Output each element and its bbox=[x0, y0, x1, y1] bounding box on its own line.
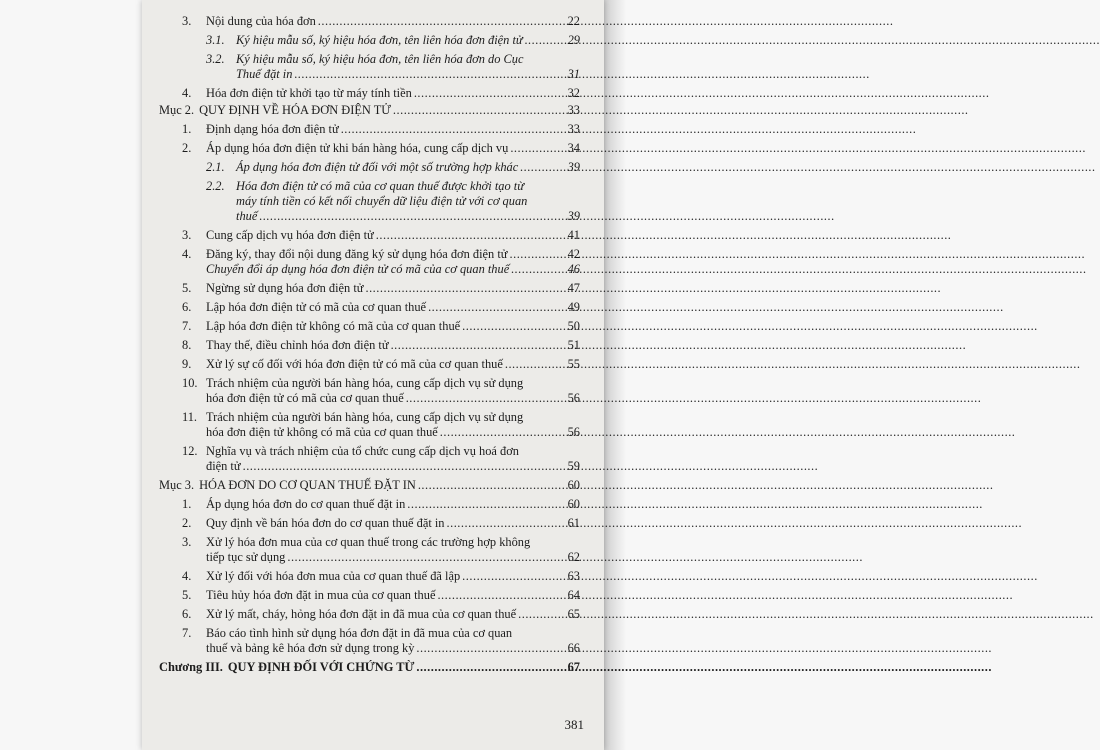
toc-entry-title: Ký hiệu mẫu số, ký hiệu hóa đơn, tên liên hóa đơn điện tử bbox=[236, 33, 523, 47]
toc-entry bbox=[142, 103, 604, 118]
toc-entry-page: 29 bbox=[567, 33, 580, 47]
toc-entry-title: hóa đơn điện tử không có mã của cơ quan thuế bbox=[206, 425, 438, 439]
toc-leader-dots bbox=[428, 300, 562, 315]
toc-entry-number: 6. bbox=[182, 607, 192, 621]
toc-entry-number: 10. bbox=[182, 376, 198, 390]
toc-entry-page: 34 bbox=[567, 141, 580, 155]
toc-entry-page: 33 bbox=[567, 122, 580, 136]
toc-entry-title: Áp dụng hóa đơn điện tử đối với một số trường hợp khác bbox=[236, 160, 519, 174]
toc-entry-number: 5. bbox=[182, 588, 192, 602]
toc-entry bbox=[142, 626, 604, 656]
toc-leader-dots bbox=[243, 459, 562, 474]
toc-entry-title: Định dạng hóa đơn điện tử bbox=[206, 122, 339, 136]
toc-entry-number: 3.1. bbox=[206, 33, 225, 47]
toc-entry-page: 51 bbox=[567, 338, 580, 352]
toc-entry-number: Chương III. bbox=[159, 660, 223, 674]
toc-leader-dots bbox=[462, 569, 562, 584]
toc-leader-dots bbox=[418, 478, 562, 493]
toc-entry-title: máy tính tiền có kết nối chuyển dữ liệu điện tử với cơ quan bbox=[236, 194, 528, 208]
toc-leader-dots bbox=[462, 319, 562, 334]
toc-entry-title: Hóa đơn điện tử khởi tạo từ máy tính tiền bbox=[206, 86, 412, 100]
toc-entry-title: thuế và bảng kê hóa đơn sử dụng trong kỳ bbox=[206, 641, 415, 655]
toc-leader-dots bbox=[341, 122, 562, 137]
toc-entry-number: 11. bbox=[182, 410, 198, 424]
toc-entry-page: 32 bbox=[567, 86, 580, 100]
toc-entry-title: Xử lý đối với hóa đơn mua của cơ quan thuế đã lập bbox=[206, 569, 461, 583]
toc-entry bbox=[142, 516, 604, 531]
toc-entry-page: 60 bbox=[567, 497, 580, 511]
toc-entry-title: Ký hiệu mẫu số, ký hiệu hóa đơn, tên liên hóa đơn do Cục bbox=[236, 52, 524, 66]
toc-entry bbox=[142, 535, 604, 565]
toc-leader-dots bbox=[406, 391, 562, 406]
toc-entry bbox=[142, 160, 604, 175]
toc-entry-title: Xử lý sự cố đối với hóa đơn điện tử có mã của cơ quan thuế bbox=[206, 357, 503, 371]
toc-entry-title: QUY ĐỊNH ĐỐI VỚI CHỨNG TỪ bbox=[227, 660, 415, 674]
toc-entry-page: 42 bbox=[567, 247, 580, 261]
toc-entry-page: 31 bbox=[567, 67, 580, 81]
page-number: 381 bbox=[564, 717, 584, 732]
toc-entry-page: 46 bbox=[567, 262, 580, 276]
toc-entry bbox=[142, 569, 604, 584]
toc-entry-title: Áp dụng hóa đơn điện tử khi bán hàng hóa, cung cấp dịch vụ bbox=[206, 141, 509, 155]
toc-entry-page: 63 bbox=[567, 569, 580, 583]
toc-entry-page: 65 bbox=[567, 607, 580, 621]
toc-entry-number: 4. bbox=[182, 86, 192, 100]
toc-entry bbox=[142, 444, 604, 474]
toc-leader-dots bbox=[437, 588, 562, 603]
toc-entry-title: QUY ĐỊNH VỀ HÓA ĐƠN ĐIỆN TỬ bbox=[199, 103, 391, 117]
toc-entry-page: 59 bbox=[567, 459, 580, 473]
toc-entry bbox=[142, 660, 604, 675]
toc-entry-number: 3.2. bbox=[206, 52, 225, 66]
toc-leader-dots bbox=[287, 550, 562, 565]
toc-entry-title: Đăng ký, thay đổi nội dung đăng ký sử dụng hóa đơn điện tử bbox=[206, 247, 508, 261]
toc-entry-title: tiếp tục sử dụng bbox=[206, 550, 286, 564]
toc-entry bbox=[142, 478, 604, 493]
toc-entry bbox=[142, 228, 604, 243]
toc-leader-dots bbox=[510, 141, 562, 156]
toc-entry-page: 39 bbox=[567, 160, 580, 174]
toc-entry-number: 1. bbox=[182, 122, 192, 136]
toc-entry-number: 3. bbox=[182, 535, 192, 549]
toc-entry-title: Thuế đặt in bbox=[236, 67, 293, 81]
toc-leader-dots bbox=[520, 160, 562, 175]
toc-entry-page: 49 bbox=[567, 300, 580, 314]
toc-leader-dots bbox=[440, 425, 562, 440]
toc-leader-dots bbox=[511, 262, 562, 277]
toc-entry-page: 67 bbox=[567, 660, 580, 674]
toc-entry-number: 7. bbox=[182, 319, 192, 333]
toc-entry bbox=[142, 247, 604, 262]
book-page bbox=[142, 0, 604, 750]
toc-entry-number: 7. bbox=[182, 626, 192, 640]
toc-entry-page: 47 bbox=[567, 281, 580, 295]
toc-entry-title: HÓA ĐƠN DO CƠ QUAN THUẾ ĐẶT IN bbox=[199, 478, 416, 492]
toc-entry bbox=[142, 262, 604, 277]
toc-entry-title: Chuyển đổi áp dụng hóa đơn điện tử có mã của cơ quan thuế bbox=[206, 262, 510, 276]
toc-entry-page: 62 bbox=[567, 550, 580, 564]
toc-entry-number: 2.2. bbox=[206, 179, 225, 193]
toc-entry-title: Áp dụng hóa đơn do cơ quan thuế đặt in bbox=[206, 497, 406, 511]
toc-leader-dots bbox=[416, 641, 562, 656]
table-of-contents bbox=[142, 14, 604, 675]
toc-entry bbox=[142, 300, 604, 315]
toc-entry-number: 3. bbox=[182, 228, 192, 242]
toc-entry bbox=[142, 281, 604, 296]
toc-leader-dots bbox=[407, 497, 562, 512]
toc-leader-dots bbox=[391, 338, 562, 353]
toc-entry-page: 66 bbox=[567, 641, 580, 655]
toc-leader-dots bbox=[416, 660, 562, 675]
toc-entry bbox=[142, 376, 604, 406]
toc-leader-dots bbox=[376, 228, 562, 243]
toc-entry-title: thuế bbox=[236, 209, 258, 223]
toc-entry bbox=[142, 338, 604, 353]
toc-entry-page: 39 bbox=[567, 209, 580, 223]
toc-entry-title: Báo cáo tình hình sử dụng hóa đơn đặt in đã mua của cơ quan bbox=[206, 626, 513, 640]
toc-leader-dots bbox=[259, 209, 562, 224]
toc-entry-page: 33 bbox=[567, 103, 580, 117]
toc-entry-title: Xử lý mất, cháy, hỏng hóa đơn đặt in đã mua của cơ quan thuế bbox=[206, 607, 517, 621]
toc-entry-number: 8. bbox=[182, 338, 192, 352]
toc-entry-page: 56 bbox=[567, 391, 580, 405]
toc-entry-title: Nội dung của hóa đơn bbox=[206, 14, 316, 28]
toc-entry-page: 64 bbox=[567, 588, 580, 602]
toc-entry-page: 55 bbox=[567, 357, 580, 371]
toc-entry-title: Lập hóa đơn điện tử không có mã của cơ quan thuế bbox=[206, 319, 461, 333]
toc-entry-title: Tiêu hủy hóa đơn đặt in mua của cơ quan thuế bbox=[206, 588, 436, 602]
toc-entry-page: 61 bbox=[567, 516, 580, 530]
toc-entry-number: 2.1. bbox=[206, 160, 225, 174]
toc-entry bbox=[142, 122, 604, 137]
toc-leader-dots bbox=[447, 516, 563, 531]
toc-entry-title: Cung cấp dịch vụ hóa đơn điện tử bbox=[206, 228, 374, 242]
toc-leader-dots bbox=[510, 247, 563, 262]
toc-entry bbox=[142, 319, 604, 334]
toc-entry-title: Lập hóa đơn điện tử có mã của cơ quan thuế bbox=[206, 300, 427, 314]
toc-entry-title: Ngừng sử dụng hóa đơn điện tử bbox=[206, 281, 364, 295]
toc-entry bbox=[142, 357, 604, 372]
toc-entry-page: 50 bbox=[567, 319, 580, 333]
toc-leader-dots bbox=[294, 67, 562, 82]
toc-entry-number: 5. bbox=[182, 281, 192, 295]
toc-entry-title: Trách nhiệm của người bán hàng hóa, cung cấp dịch vụ sử dụng bbox=[206, 376, 524, 390]
toc-entry bbox=[142, 497, 604, 512]
toc-entry-page: 41 bbox=[567, 228, 580, 242]
toc-entry-title: điện tử bbox=[206, 459, 241, 473]
toc-entry-number: 4. bbox=[182, 247, 192, 261]
toc-entry-number: Mục 3. bbox=[159, 478, 195, 492]
toc-entry-number: 1. bbox=[182, 497, 192, 511]
toc-entry-title: Quy định về bán hóa đơn do cơ quan thuế đặt in bbox=[206, 516, 445, 530]
toc-entry-number: 2. bbox=[182, 141, 192, 155]
toc-entry-number: 4. bbox=[182, 569, 192, 583]
toc-entry bbox=[142, 33, 604, 48]
toc-entry bbox=[142, 52, 604, 82]
toc-entry bbox=[142, 588, 604, 603]
toc-leader-dots bbox=[525, 33, 562, 48]
toc-entry-number: 2. bbox=[182, 516, 192, 530]
toc-entry bbox=[142, 86, 604, 101]
toc-entry-number: 12. bbox=[182, 444, 198, 458]
toc-entry-title: Xử lý hóa đơn mua của cơ quan thuế trong các trường hợp không bbox=[206, 535, 531, 549]
toc-leader-dots bbox=[365, 281, 562, 296]
toc-entry-title: Thay thế, điều chỉnh hóa đơn điện tử bbox=[206, 338, 389, 352]
toc-entry-page: 60 bbox=[567, 478, 580, 492]
toc-entry-number: 3. bbox=[182, 14, 192, 28]
toc-entry bbox=[142, 607, 604, 622]
toc-entry-number: 9. bbox=[182, 357, 192, 371]
toc-leader-dots bbox=[505, 357, 562, 372]
toc-entry-title: Trách nhiệm của người bán hàng hóa, cung cấp dịch vụ sử dụng bbox=[206, 410, 524, 424]
toc-entry bbox=[142, 14, 604, 29]
toc-entry-page: 56 bbox=[567, 425, 580, 439]
toc-entry bbox=[142, 179, 604, 224]
toc-leader-dots bbox=[414, 86, 562, 101]
toc-entry-page: 22 bbox=[567, 14, 580, 28]
toc-entry-title: Hóa đơn điện tử có mã của cơ quan thuế được khởi tạo từ bbox=[236, 179, 524, 193]
toc-entry-number: Mục 2. bbox=[159, 103, 195, 117]
toc-entry-title: Nghĩa vụ và trách nhiệm của tổ chức cung cấp dịch vụ hoá đơn bbox=[206, 444, 519, 458]
toc-entry-title: hóa đơn điện tử có mã của cơ quan thuế bbox=[206, 391, 404, 405]
toc-leader-dots bbox=[518, 607, 562, 622]
toc-leader-dots bbox=[393, 103, 562, 118]
toc-entry bbox=[142, 141, 604, 156]
toc-entry-number: 6. bbox=[182, 300, 192, 314]
toc-entry bbox=[142, 410, 604, 440]
toc-leader-dots bbox=[318, 14, 562, 29]
